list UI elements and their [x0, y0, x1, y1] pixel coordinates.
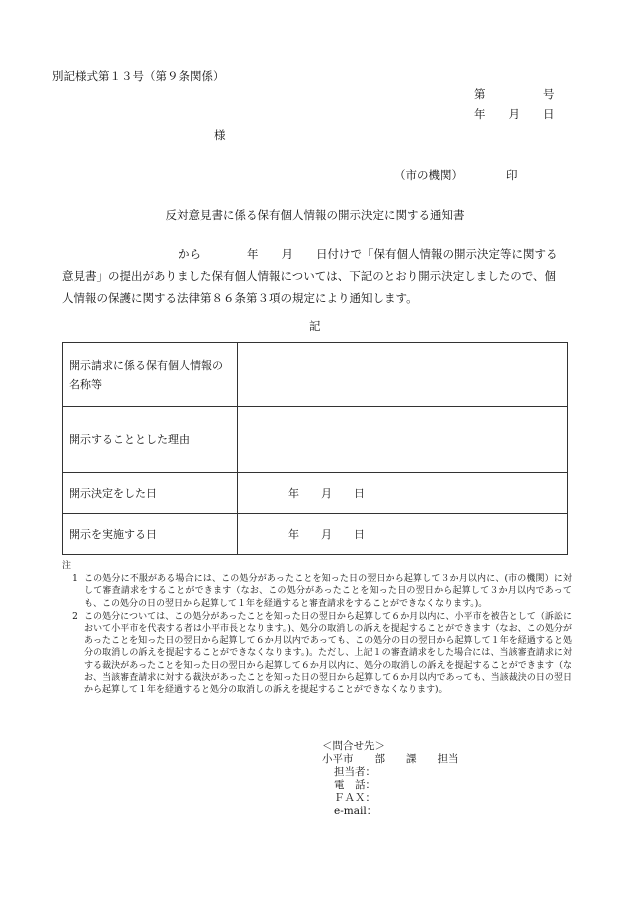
- body-line-2: 意見書」の提出がありました保有個人情報については、下記のとおり開示決定しましたので、個: [62, 269, 557, 283]
- row-value: 年 月 日: [238, 473, 568, 514]
- document-title: 反対意見書に係る保有個人情報の開示決定に関する通知書: [165, 208, 465, 222]
- table-row: [63, 407, 568, 473]
- row-label: 開示を実施する日: [63, 514, 238, 555]
- contact-fax-label: ＦＡＸ：: [334, 792, 376, 804]
- seal-mark: 印: [506, 168, 518, 182]
- row-label: 開示決定をした日: [63, 473, 238, 514]
- row-label: 開示請求に係る保有個人情報の名称等: [63, 343, 238, 407]
- body-line-3: 人情報の保護に関する法律第８６条第３項の規定により通知します。: [62, 291, 418, 305]
- form-number: 別記様式第１３号（第９条関係）: [52, 69, 225, 83]
- table-row: [63, 343, 568, 407]
- contact-phone-label: 電 話：: [334, 779, 376, 791]
- note-number: 2: [72, 611, 78, 622]
- row-label: 開示することとした理由: [63, 407, 238, 473]
- notes-heading: 注: [62, 561, 72, 571]
- note-item: [62, 573, 572, 610]
- contact-person-label: 担当者：: [334, 766, 376, 778]
- table-row: [63, 473, 568, 514]
- note-text: この処分に不服がある場合には、この処分があったことを知った日の翌日から起算して３か月以内に、(市の機関）に対して審査請求をすることができます（なお、この処分があったことを知った日の翌日から起算して３か月以内であっても、この処分の日の翌日から起算して１年を経過すると審査請求をすることができなくなります。)。: [84, 574, 572, 609]
- row-value: 年 月 日: [238, 514, 568, 555]
- table-row: [63, 514, 568, 555]
- addressee-suffix: 様: [214, 128, 226, 142]
- contact-department: 小平市 部 課 担当: [322, 753, 459, 765]
- contact-heading: ＜問合せ先＞: [322, 740, 385, 752]
- document-date: 年 月 日: [474, 107, 555, 121]
- contact-email-label: e-mail：: [334, 805, 378, 817]
- issuer-name: （市の機関）: [394, 168, 463, 182]
- notes-section: [62, 560, 572, 696]
- row-value: [238, 343, 568, 407]
- note-number: 1: [72, 574, 78, 585]
- note-text: この処分については、この処分があったことを知った日の翌日から起算して６か月以内に、小平市を被告として（訴訟において小平市を代表する者は小平市長となります。)、処分の取消しの訴えを提起することができます（なお、この処分があったことを知った日の翌日から起算して６か月以内であっても、この処分の日の翌日から起算して１年を経過すると処分の取消しの訴えを提起することができなくなります。)。ただし、上記１の審査請求をした場合には、当該審査請求に対する裁決があったことを知った日の翌日から起算して６か月以内に、処分の取消しの訴えを提起することができます（なお、当該審査請求に対する裁決があったことを知った日の翌日から起算して６か月以内であっても、当該裁決の日の翌日から起算して１年を経過すると処分の取消しの訴えを提起することができなくなります)。: [84, 611, 572, 696]
- contact-block: [322, 740, 459, 818]
- ki-heading: 記: [309, 319, 321, 333]
- row-value: [238, 407, 568, 473]
- body-line-1: から 年 月 日付けで「保有個人情報の開示決定等に関する: [178, 247, 558, 261]
- note-item: [62, 611, 572, 696]
- document-number: 第 号: [474, 87, 555, 101]
- disclosure-table: [62, 342, 568, 555]
